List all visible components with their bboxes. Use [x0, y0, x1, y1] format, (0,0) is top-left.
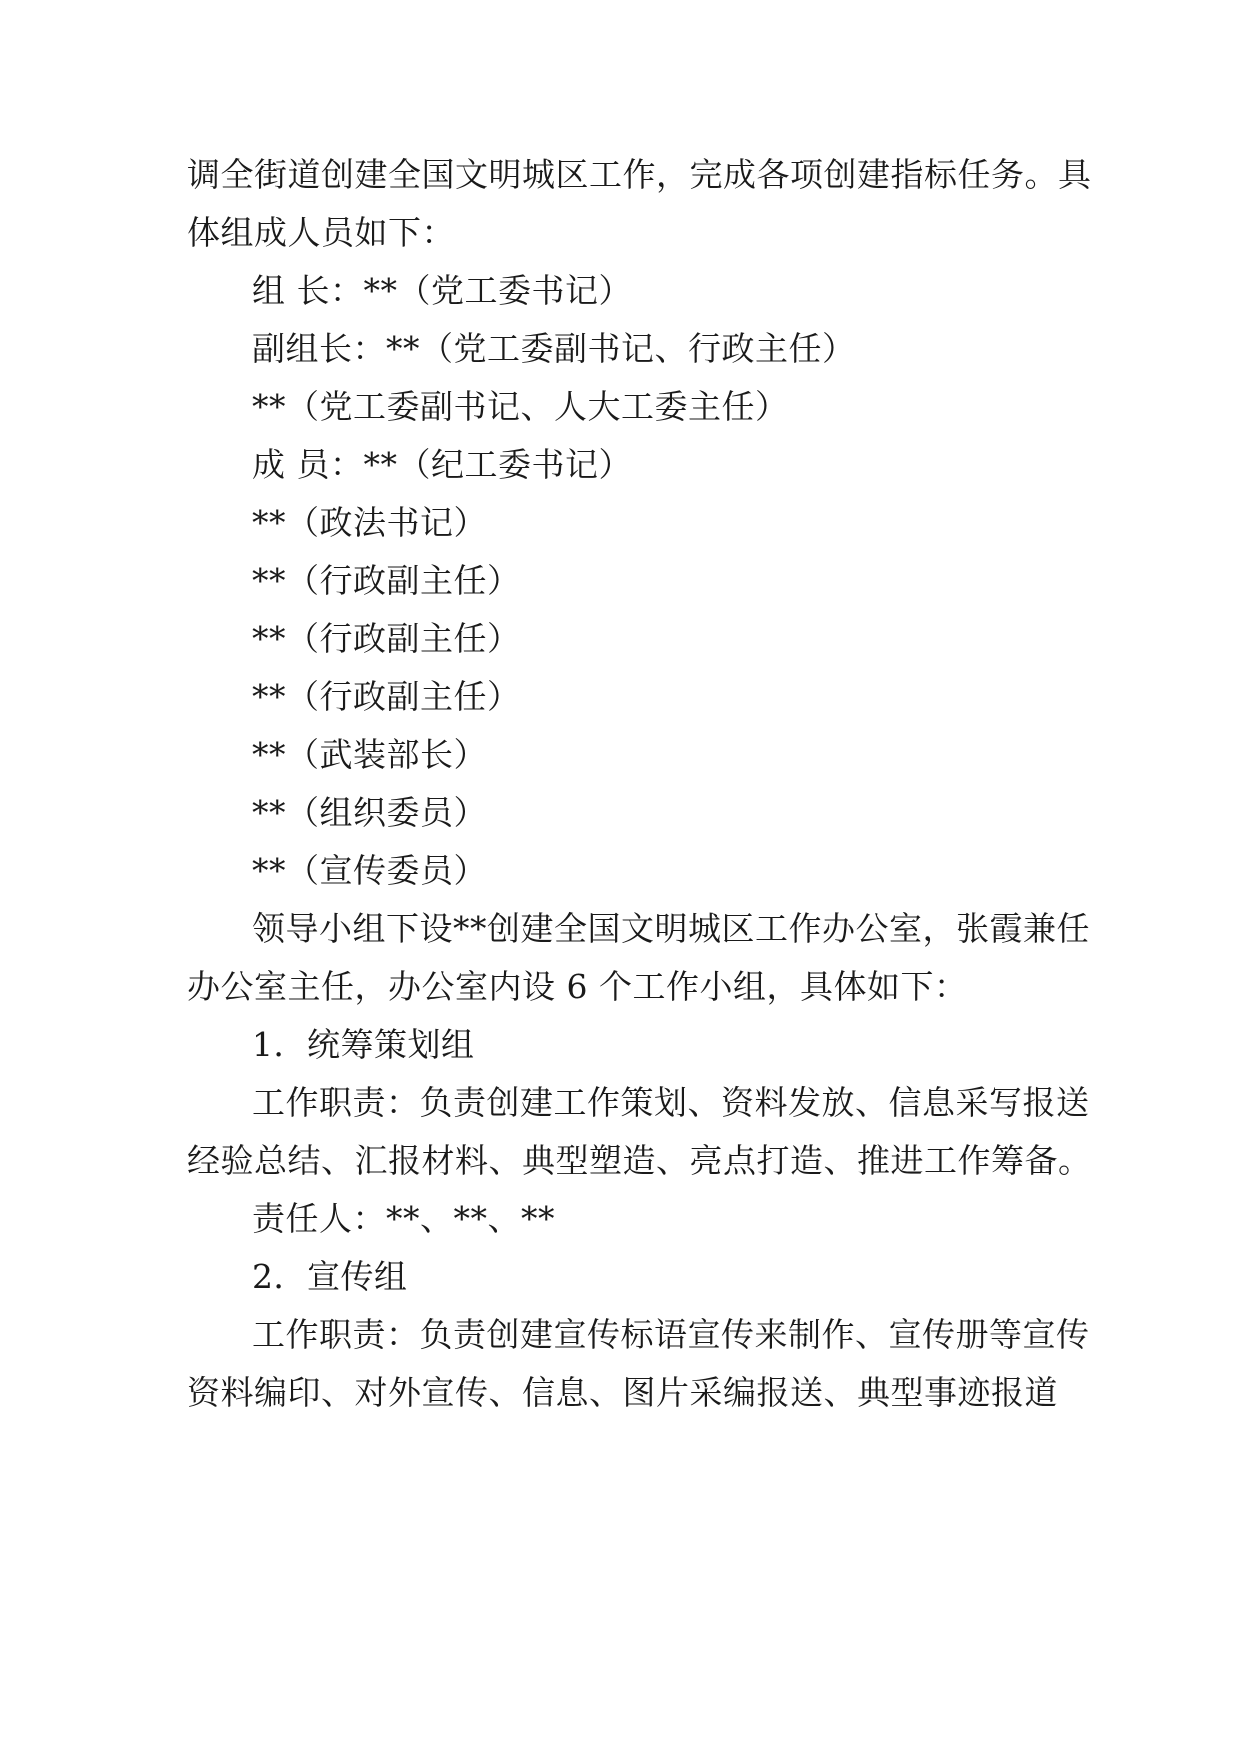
- paragraph-line: 组 长：**（党工委书记）: [252, 271, 632, 310]
- paragraph-line: **（行政副主任）: [252, 561, 521, 600]
- section-heading: 2．宣传组: [252, 1257, 408, 1296]
- paragraph-line: **（行政副主任）: [252, 677, 521, 716]
- paragraph-line: **（武装部长）: [252, 735, 487, 774]
- paragraph-line: 调全街道创建全国文明城区工作，完成各项创建指标任务。具: [187, 155, 1092, 194]
- paragraph-line: **（政法书记）: [252, 503, 487, 542]
- paragraph-line: 工作职责：负责创建工作策划、资料发放、信息采写报送: [252, 1083, 1090, 1122]
- paragraph-line: 体组成人员如下：: [187, 213, 455, 252]
- paragraph-line: **（党工委副书记、人大工委主任）: [252, 387, 789, 426]
- paragraph-line: **（行政副主任）: [252, 619, 521, 658]
- paragraph-line: 工作职责：负责创建宣传标语宣传来制作、宣传册等宣传: [252, 1315, 1090, 1354]
- paragraph-line: 领导小组下设**创建全国文明城区工作办公室，张霞兼任: [252, 909, 1090, 948]
- paragraph-line: 办公室主任，办公室内设 6 个工作小组，具体如下：: [187, 967, 968, 1006]
- section-heading: 1．统筹策划组: [252, 1025, 475, 1064]
- paragraph-line: 责任人：**、**、**: [252, 1199, 555, 1238]
- paragraph-line: **（宣传委员）: [252, 851, 487, 890]
- paragraph-line: 资料编印、对外宣传、信息、图片采编报送、典型事迹报道: [187, 1373, 1058, 1412]
- paragraph-line: **（组织委员）: [252, 793, 487, 832]
- paragraph-line: 成 员：**（纪工委书记）: [252, 445, 632, 484]
- paragraph-line: 副组长：**（党工委副书记、行政主任）: [252, 329, 856, 368]
- paragraph-line: 经验总结、汇报材料、典型塑造、亮点打造、推进工作筹备。: [187, 1141, 1092, 1180]
